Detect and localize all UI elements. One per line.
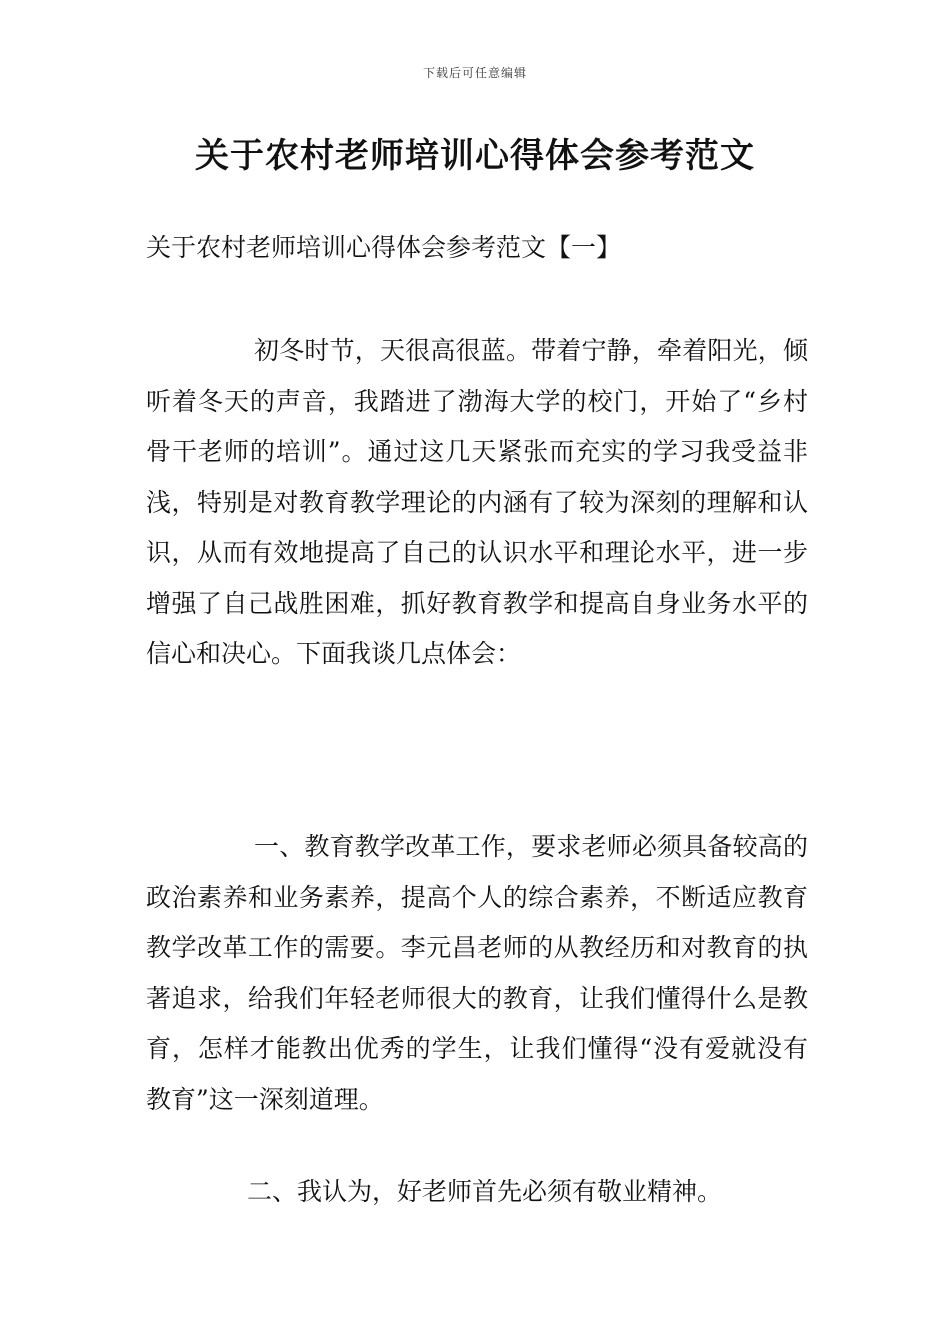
paragraph-point-one: 一、教育教学改革工作，要求老师必须具备较高的政治素养和业务素养，提高个人的综合素养，不断适应教育教学改革工作的需要。李元昌老师的从教经历和对教育的执著追求，给我们年轻老师很大的教育，让我们懂得什么是教育，怎样才能教出优秀的学生，让我们懂得“没有爱就没有教育”这一深刻道理。 xyxy=(146,832,808,1114)
paragraph-point-two: 二、我认为，好老师首先必须有敬业精神。 xyxy=(247,1177,723,1206)
document-title: 关于农村老师培训心得体会参考范文 xyxy=(195,136,755,176)
paragraph-intro: 初冬时节，天很高很蓝。带着宁静，牵着阳光，倾听着冬天的声音，我踏进了渤海大学的校门，开始了“乡村骨干老师的培训”。通过这几天紧张而充实的学习我受益非浅，特别是对教育教学理论的内涵有了较为深刻的理解和认识，从而有效地提高了自己的认识水平和理论水平，进一步增强了自己战胜困难，抓好教育教学和提高自身业务水平的信心和决心。下面我谈几点体会： xyxy=(146,336,808,668)
page-header-note: 下载后可任意编辑 xyxy=(422,66,527,80)
section-heading: 关于农村老师培训心得体会参考范文【一】 xyxy=(146,233,622,262)
